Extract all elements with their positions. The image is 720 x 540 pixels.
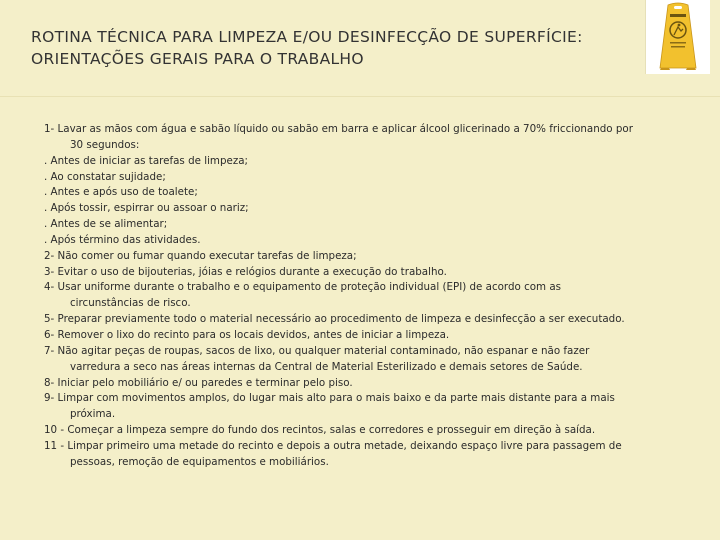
- instruction-line-continuation: próxima.: [70, 408, 116, 421]
- instruction-line: 1- Lavar as mãos com água e sabão líquido ou sabão em barra e aplicar álcool glicerinado a 70% friccionando por: [44, 123, 633, 135]
- instruction-line: 11 - Limpar primeiro uma metade do recinto e depois a outra metade, deixando espaço livre para passagem de: [44, 439, 622, 452]
- instruction-line: 4- Usar uniforme durante o trabalho e o equipamento de proteção individual (EPI) de acordo com as: [44, 281, 562, 294]
- instruction-line: . Antes de iniciar as tarefas de limpeza;: [44, 154, 249, 167]
- instruction-line: 7- Não agitar peças de roupas, sacos de lixo, ou qualquer material contaminado, não espanar e não fazer: [44, 344, 590, 357]
- instruction-line: . Ao constatar sujidade;: [44, 170, 166, 183]
- instruction-line: . Antes e após uso de toalete;: [44, 186, 198, 199]
- instruction-line-continuation: 30 segundos:: [70, 138, 140, 151]
- instruction-line-continuation: pessoas, remoção de equipamentos e mobiliários.: [70, 455, 329, 468]
- instruction-line: . Antes de se alimentar;: [44, 218, 168, 231]
- instruction-line: 6- Remover o lixo do recinto para os locais devidos, antes de iniciar a limpeza.: [44, 328, 450, 341]
- instruction-line: 2- Não comer ou fumar quando executar tarefas de limpeza;: [44, 249, 357, 262]
- instructions-list: [44, 122, 694, 471]
- instruction-line: 10 - Começar a limpeza sempre do fundo dos recintos, salas e corredores e prosseguir em direção à saída.: [44, 424, 596, 437]
- wet-floor-sign-icon: [646, 0, 710, 74]
- instruction-line: 3- Evitar o uso de bijouterias, jóias e relógios durante a execução do trabalho.: [44, 265, 447, 278]
- instruction-line: 8- Iniciar pelo mobiliário e/ ou paredes e terminar pelo piso.: [44, 376, 353, 389]
- slide-title-line-2: ORIENTAÇÕES GERAIS PARA O TRABALHO: [31, 50, 364, 68]
- instruction-line: 9- Limpar com movimentos amplos, do lugar mais alto para o mais baixo e da parte mais distante para a mais: [44, 392, 615, 405]
- title-divider: [0, 96, 720, 97]
- instruction-line: . Após término das atividades.: [44, 233, 201, 246]
- slide-title: [31, 26, 641, 70]
- wet-floor-sign-illustration: [645, 0, 710, 74]
- slide-title-line-1: ROTINA TÉCNICA PARA LIMPEZA E/OU DESINFECÇÃO DE SUPERFÍCIE:: [31, 28, 583, 46]
- instruction-line: 5- Preparar previamente todo o material necessário ao procedimento de limpeza e desinfecção a ser executado.: [44, 313, 625, 326]
- instruction-line-continuation: circunstâncias de risco.: [70, 297, 191, 310]
- instruction-line-continuation: varredura a seco nas áreas internas da Central de Material Esterilizado e demais setores de Saúde.: [70, 360, 583, 373]
- instruction-line: . Após tossir, espirrar ou assoar o nariz;: [44, 202, 249, 215]
